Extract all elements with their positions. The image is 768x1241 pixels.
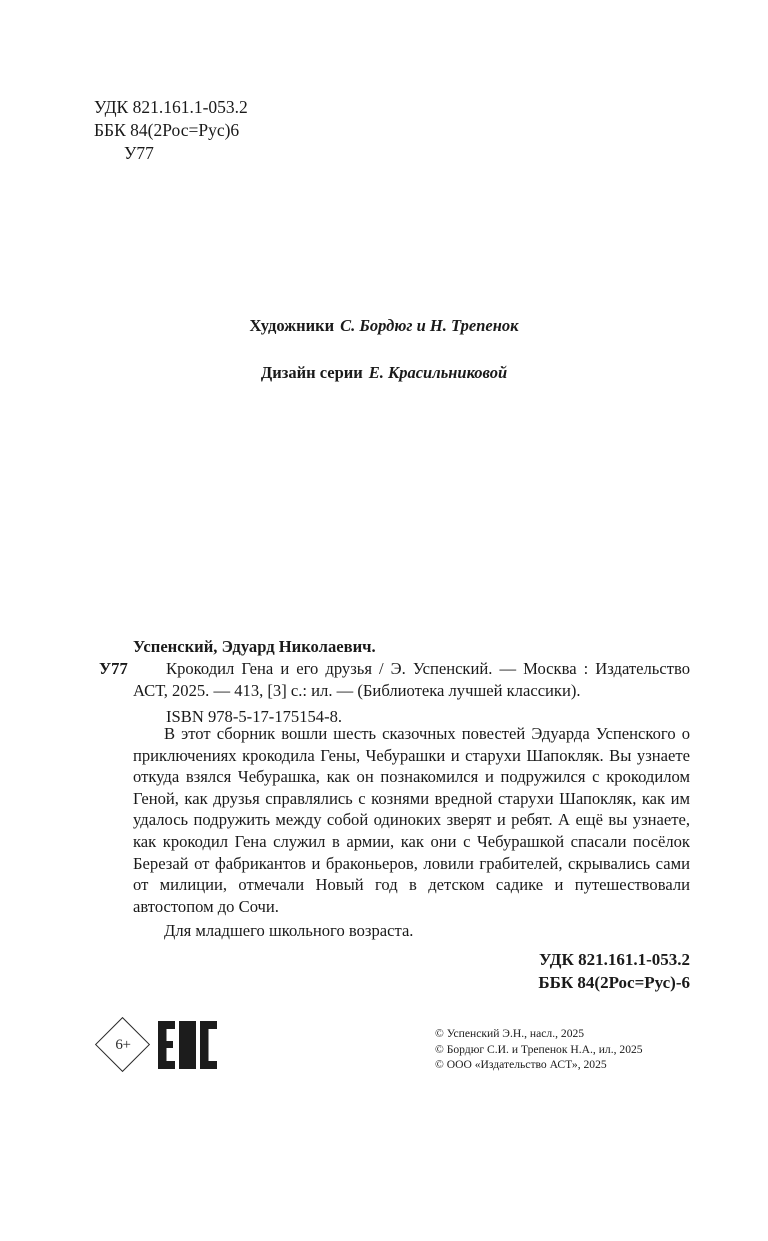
artists-label: Художники bbox=[249, 316, 335, 335]
bibliographic-record bbox=[99, 636, 690, 728]
shelfmark-top: У77 bbox=[124, 143, 154, 163]
udc-code-top: УДК 821.161.1-053.2 bbox=[94, 97, 248, 117]
copyright-line-author: © Успенский Э.Н., насл., 2025 bbox=[435, 1027, 585, 1040]
classification-codes-top bbox=[94, 96, 248, 165]
record-author: Успенский, Эдуард Николаевич. bbox=[133, 637, 376, 656]
series-design-label: Дизайн серии bbox=[260, 363, 363, 382]
series-design-credit bbox=[0, 362, 768, 384]
series-design-name: Е. Красильниковой bbox=[368, 363, 508, 382]
copyright-line-illustrators: © Бордюг С.И. и Трепенок Н.А., ил., 2025 bbox=[435, 1042, 643, 1056]
copyright-block bbox=[435, 1026, 643, 1073]
marks-block bbox=[96, 1018, 226, 1080]
annotation-summary: В этот сборник вошли шесть сказочных повестей Эдуарда Успенского о приключениях крокодила Гены, Чебурашки и старухи Шапокляк. Вы узнаете откуда взялся Чебурашка, как он познакомился и подружился с крокодилом Геной, как друзья справлялись с кознями вредной старухи Шапокляк, как им удалось подружить между собой одиноких зверят и ребят. А ещё вы узнаете, как крокодил Гена служил в армии, как они с Чебурашкой спасали посёлок Березай от фабрикантов и браконьеров, ловили грабителей, скрывались сами от милиции, отмечали Новый год в детском садике и путешествовали автостопом до Сочи. bbox=[133, 724, 690, 916]
record-description: Крокодил Гена и его друзья / Э. Успенский. — Москва : Издательство АСТ, 2025. — 413, [3] с.: ил. — (Библиотека лучшей классики). bbox=[133, 659, 690, 700]
udc-code-bottom: УДК 821.161.1-053.2 bbox=[539, 950, 690, 969]
annotation-audience: Для младшего школьного возраста. bbox=[164, 921, 414, 941]
annotation-block bbox=[133, 723, 690, 942]
eac-conformity-icon bbox=[158, 1021, 218, 1074]
copyright-line-publisher: © ООО «Издательство АСТ», 2025 bbox=[435, 1058, 607, 1072]
record-shelfmark: У77 bbox=[99, 659, 128, 679]
age-rating-label: 6+ bbox=[115, 1036, 131, 1053]
artists-names: С. Бордюг и Н. Трепенок bbox=[340, 316, 519, 335]
age-rating-badge bbox=[96, 1018, 150, 1072]
isbn-line: ISBN 978-5-17-175154-8. bbox=[166, 707, 343, 727]
credits-block bbox=[0, 315, 768, 384]
record-entry bbox=[99, 658, 690, 701]
bbk-code-bottom: ББК 84(2Рос=Рус)-6 bbox=[538, 973, 690, 992]
classification-codes-bottom bbox=[538, 948, 690, 994]
bbk-code-top: ББК 84(2Рос=Рус)6 bbox=[94, 120, 240, 140]
artists-credit bbox=[0, 315, 768, 337]
